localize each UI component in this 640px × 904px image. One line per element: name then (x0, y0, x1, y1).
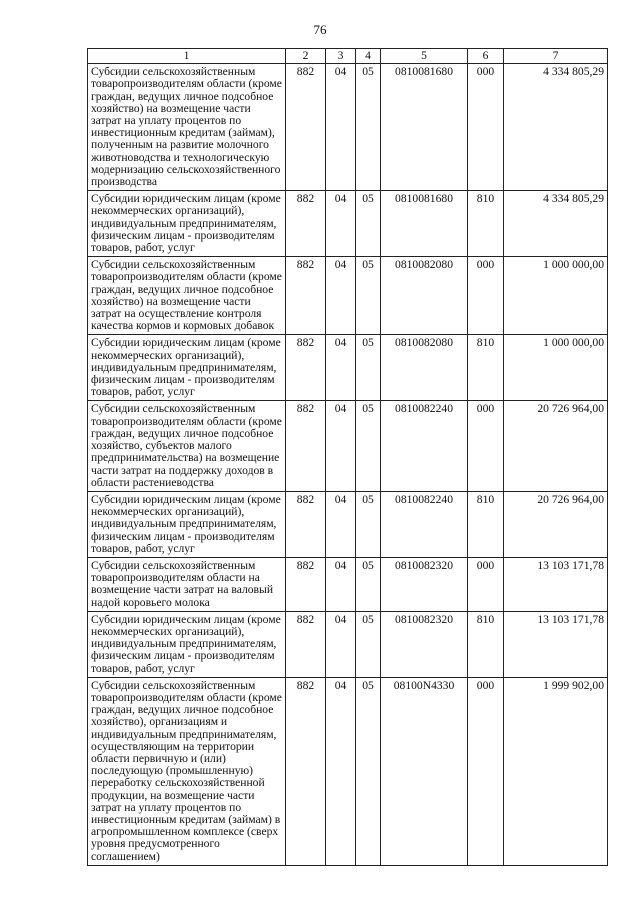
row-target-article: 0810082080 (381, 257, 468, 335)
row-section: 04 (326, 611, 356, 677)
row-amount: 13 103 171,78 (504, 611, 608, 677)
row-description: Субсидии юридическим лицам (кроме некоммерческих организаций), индивидуальным предпринимателям, физическим лицам - производителям товаров, работ, услуг (88, 335, 286, 401)
row-description: Субсидии сельскохозяйственным товаропроизводителям области (кроме граждан, ведущих личное подсобное хозяйство) на возмещение части затрат на уплату процентов по инвестиционным кредитам (займам), полученным на развитие молочного животноводства и технологическую модернизацию сельскохозяйственного производства (88, 64, 286, 191)
row-description: Субсидии сельскохозяйственным товаропроизводителям области (кроме граждан, ведущих личное подсобное хозяйство, субъектов малого предпринимательства) на возмещение части затрат на поддержку доходов в области растениеводства (88, 401, 286, 491)
row-description: Субсидии сельскохозяйственным товаропроизводителям области (кроме граждан, ведущих личное подсобное хозяйство), организациям и индивидуальным предпринимателям, осуществляющим на территории области первичную и (или) последующую (промышленную) переработку сельскохозяйственной продукции, на возмещение части затрат на уплату процентов по инвестиционным кредитам (займам) в агропромышленном комплексе (сверх уровня предусмотренного соглашением) (88, 677, 286, 865)
table-header-row (88, 49, 608, 64)
table-row (88, 401, 608, 491)
row-expense-type: 810 (468, 611, 504, 677)
table-row (88, 191, 608, 257)
row-subsection: 05 (356, 401, 381, 491)
row-target-article: 0810082240 (381, 401, 468, 491)
header-col-2: 2 (286, 49, 326, 64)
table-row (88, 491, 608, 557)
table-row (88, 335, 608, 401)
header-col-4: 4 (356, 49, 381, 64)
row-description: Субсидии юридическим лицам (кроме некоммерческих организаций), индивидуальным предпринимателям, физическим лицам - производителям товаров, работ, услуг (88, 191, 286, 257)
row-amount: 1 000 000,00 (504, 335, 608, 401)
row-section: 04 (326, 677, 356, 865)
table-row (88, 64, 608, 191)
row-description: Субсидии юридическим лицам (кроме некоммерческих организаций), индивидуальным предпринимателям, физическим лицам - производителям товаров, работ, услуг (88, 491, 286, 557)
header-col-1: 1 (88, 49, 286, 64)
row-amount: 1 000 000,00 (504, 257, 608, 335)
table-row (88, 257, 608, 335)
row-section: 04 (326, 401, 356, 491)
row-ministry-code: 882 (286, 335, 326, 401)
row-ministry-code: 882 (286, 401, 326, 491)
row-subsection: 05 (356, 257, 381, 335)
header-col-7: 7 (504, 49, 608, 64)
row-amount: 1 999 902,00 (504, 677, 608, 865)
row-amount: 20 726 964,00 (504, 401, 608, 491)
row-expense-type: 810 (468, 335, 504, 401)
row-expense-type: 000 (468, 257, 504, 335)
header-col-3: 3 (326, 49, 356, 64)
header-col-6: 6 (468, 49, 504, 64)
row-target-article: 0810081680 (381, 64, 468, 191)
row-expense-type: 000 (468, 557, 504, 611)
row-target-article: 0810082240 (381, 491, 468, 557)
row-ministry-code: 882 (286, 191, 326, 257)
row-section: 04 (326, 64, 356, 191)
row-ministry-code: 882 (286, 491, 326, 557)
row-expense-type: 810 (468, 191, 504, 257)
table-row (88, 611, 608, 677)
row-section: 04 (326, 335, 356, 401)
row-target-article: 08100N4330 (381, 677, 468, 865)
row-expense-type: 000 (468, 677, 504, 865)
row-subsection: 05 (356, 491, 381, 557)
row-subsection: 05 (356, 611, 381, 677)
row-amount: 13 103 171,78 (504, 557, 608, 611)
row-target-article: 0810082320 (381, 557, 468, 611)
row-ministry-code: 882 (286, 677, 326, 865)
row-subsection: 05 (356, 557, 381, 611)
row-amount: 20 726 964,00 (504, 491, 608, 557)
row-expense-type: 000 (468, 401, 504, 491)
row-section: 04 (326, 491, 356, 557)
table-row (88, 557, 608, 611)
row-description: Субсидии сельскохозяйственным товаропроизводителям области (кроме граждан, ведущих личное подсобное хозяйство) на возмещение части затрат на осуществление контроля качества кормов и кормовых добавок (88, 257, 286, 335)
row-amount: 4 334 805,29 (504, 64, 608, 191)
row-amount: 4 334 805,29 (504, 191, 608, 257)
row-target-article: 0810082320 (381, 611, 468, 677)
row-target-article: 0810082080 (381, 335, 468, 401)
row-section: 04 (326, 557, 356, 611)
table-row (88, 677, 608, 865)
row-description: Субсидии юридическим лицам (кроме некоммерческих организаций), индивидуальным предпринимателям, физическим лицам - производителям товаров, работ, услуг (88, 611, 286, 677)
row-target-article: 0810081680 (381, 191, 468, 257)
header-col-5: 5 (381, 49, 468, 64)
row-expense-type: 810 (468, 491, 504, 557)
row-section: 04 (326, 191, 356, 257)
row-subsection: 05 (356, 191, 381, 257)
budget-table (87, 48, 608, 866)
row-expense-type: 000 (468, 64, 504, 191)
row-ministry-code: 882 (286, 611, 326, 677)
row-subsection: 05 (356, 335, 381, 401)
row-subsection: 05 (356, 677, 381, 865)
row-ministry-code: 882 (286, 557, 326, 611)
row-ministry-code: 882 (286, 64, 326, 191)
page-number: 76 (313, 22, 327, 37)
row-subsection: 05 (356, 64, 381, 191)
row-description: Субсидии сельскохозяйственным товаропроизводителям области на возмещение части затрат на валовый надой коровьего молока (88, 557, 286, 611)
row-section: 04 (326, 257, 356, 335)
row-ministry-code: 882 (286, 257, 326, 335)
